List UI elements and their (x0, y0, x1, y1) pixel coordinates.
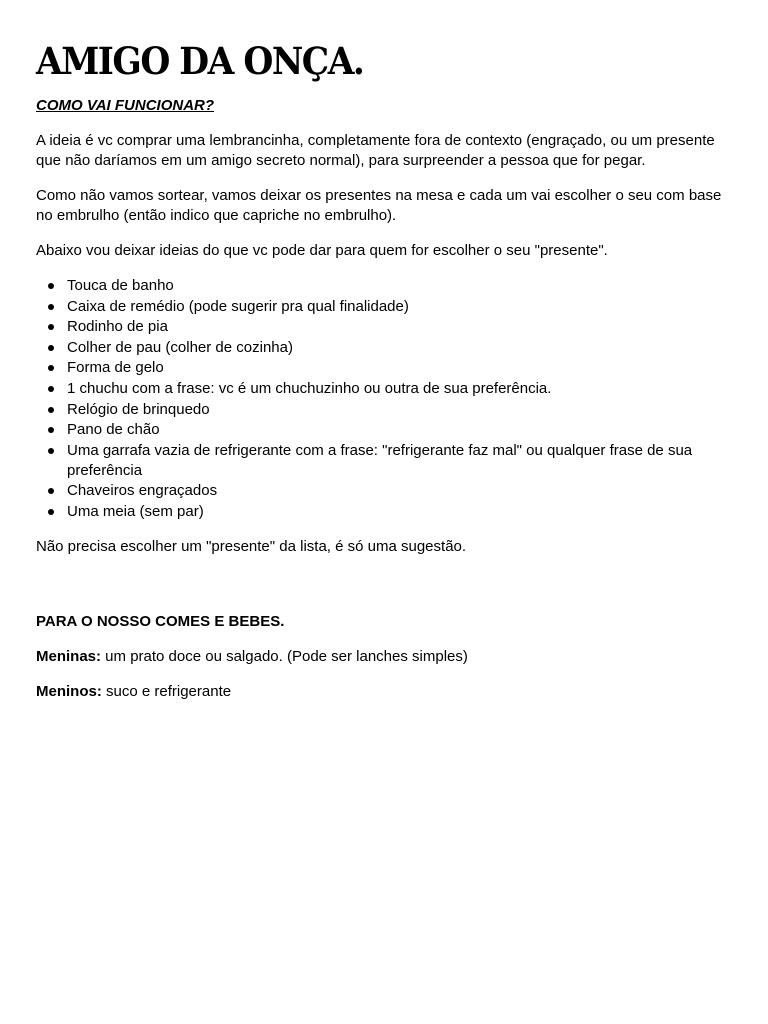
food-section-title: PARA O NOSSO COMES E BEBES. (36, 612, 285, 630)
list-item-text: Caixa de remédio (pode sugerir pra qual finalidade) (67, 297, 409, 315)
document-page (36, 38, 736, 717)
list-item-text: 1 chuchu com a frase: vc é um chuchuzinho ou outra de sua preferência. (67, 379, 552, 397)
list-item (36, 379, 736, 399)
list-item-text: Rodinho de pia (67, 318, 168, 336)
list-item (36, 400, 736, 420)
list-item-text: Forma de gelo (67, 359, 164, 377)
list-item (36, 317, 736, 337)
bullet-icon (48, 488, 54, 494)
page-title: AMIGO DA ONÇA. (36, 39, 364, 83)
bullet-icon (48, 386, 54, 392)
list-item-text: Chaveiros engraçados (67, 482, 218, 500)
bullet-icon (48, 304, 54, 310)
list-item (36, 420, 736, 440)
boys-text: suco e refrigerante (101, 682, 232, 700)
paragraph-rules: Como não vamos sortear, vamos deixar os presentes na mesa e cada um vai escolher o seu com base no embrulho (então indico que capriche no embrulho). (36, 187, 722, 224)
paragraph-ideas-intro: Abaixo vou deixar ideias do que vc pode dar para quem for escolher o seu "presente". (36, 242, 608, 259)
paragraph-intro: A ideia é vc comprar uma lembrancinha, completamente fora de contexto (engraçado, ou um presente que não daríamos em um amigo secreto normal), para surpreender a pessoa que for pegar. (36, 132, 715, 169)
boys-label: Meninos: (36, 682, 102, 700)
bullet-icon (48, 427, 54, 433)
girls-text: um prato doce ou salgado. (Pode ser lanches simples) (101, 647, 468, 665)
boys-line (36, 682, 736, 702)
list-item-text: Colher de pau (colher de cozinha) (67, 338, 293, 356)
bullet-icon (48, 407, 54, 413)
bullet-icon (48, 448, 54, 454)
list-item-text: Uma meia (sem par) (67, 502, 204, 520)
list-item (36, 297, 736, 317)
section-subtitle: COMO VAI FUNCIONAR? (36, 97, 215, 114)
list-item-text: Pano de chão (67, 421, 160, 439)
list-item (36, 276, 736, 296)
list-item-text: Touca de banho (67, 277, 174, 294)
bullet-icon (48, 345, 54, 351)
bullet-icon (48, 365, 54, 371)
girls-line (36, 647, 736, 667)
ideas-list (36, 276, 736, 522)
bullet-icon (48, 324, 54, 330)
paragraph-note: Não precisa escolher um "presente" da lista, é só uma sugestão. (36, 537, 467, 555)
list-item (36, 338, 736, 358)
girls-label: Meninas: (36, 647, 102, 665)
list-item (36, 502, 736, 522)
bullet-icon (48, 283, 54, 289)
list-item (36, 441, 736, 481)
list-item (36, 358, 736, 378)
list-item (36, 481, 736, 501)
list-item-text: Uma garrafa vazia de refrigerante com a frase: "refrigerante faz mal" ou qualquer frase de sua preferência (67, 441, 693, 479)
list-item-text: Relógio de brinquedo (67, 400, 210, 418)
bullet-icon (48, 509, 54, 515)
